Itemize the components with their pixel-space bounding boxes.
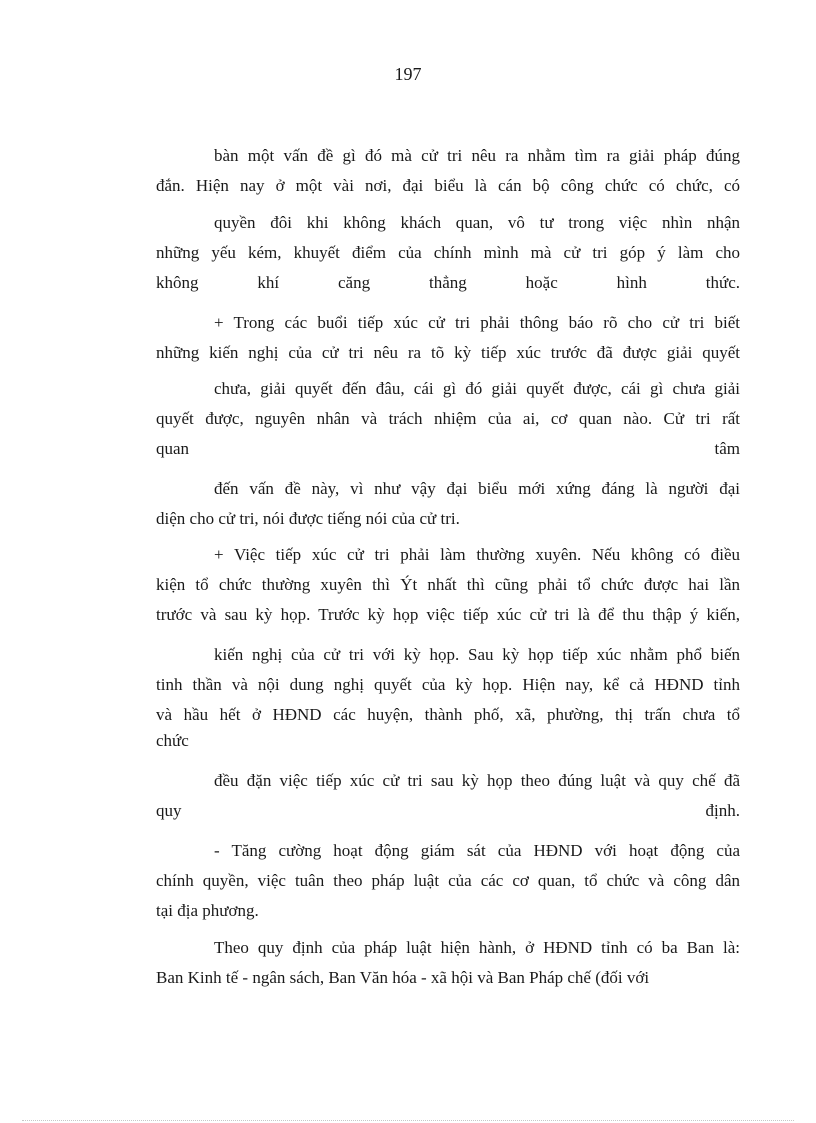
text-line: những yếu kém, khuyết điểm của chính mình mà cử tri góp ý làm cho — [156, 243, 740, 262]
text-line: quan tâm — [156, 439, 740, 458]
text-line: + Trong các buổi tiếp xúc cử tri phải thông báo rõ cho cử tri biết — [214, 313, 740, 332]
page-number: 197 — [394, 64, 422, 84]
text-line: không khí căng thẳng hoặc hình thức. — [156, 273, 740, 292]
text-line: và hầu hết ở HĐND các huyện, thành phố, xã, phường, thị trấn chưa tổ — [156, 705, 740, 724]
text-line: tinh thần và nội dung nghị quyết của kỳ họp. Hiện nay, kể cả HĐND tỉnh — [156, 675, 740, 694]
text-line: những kiến nghị của cử tri nêu ra tõ kỳ tiếp xúc trước đã được giải quyết — [156, 343, 740, 362]
text-line: bàn một vấn đề gì đó mà cử tri nêu ra nhằm tìm ra giải pháp đúng — [214, 146, 740, 165]
text-line: đều đặn việc tiếp xúc cử tri sau kỳ họp theo đúng luật và quy chế đã — [214, 771, 740, 790]
text-line: trước và sau kỳ họp. Trước kỳ họp việc tiếp xúc cử tri là để thu thập ý kiến, — [156, 605, 740, 624]
text-line: quyết được, nguyên nhân và trách nhiệm của ai, cơ quan nào. Cử tri rất — [156, 409, 740, 428]
text-line: đắn. Hiện nay ở một vài nơi, đại biểu là cán bộ công chức có chức, có — [156, 176, 740, 195]
text-line: chưa, giải quyết đến đâu, cái gì đó giải quyết được, cái gì chưa giải — [214, 379, 740, 398]
text-line: Ban Kinh tế - ngân sách, Ban Văn hóa - xã hội và Ban Pháp chế (đối với — [156, 968, 650, 987]
text-line: chức — [156, 731, 189, 750]
text-line: quyền đôi khi không khách quan, vô tư trong việc nhìn nhận — [214, 213, 740, 232]
text-line: kiến nghị của cử tri với kỳ họp. Sau kỳ họp tiếp xúc nhằm phổ biến — [214, 645, 740, 664]
text-line: kiện tổ chức thường xuyên thì Ýt nhất thì cũng phải tổ chức được hai lần — [156, 575, 740, 594]
page-bottom-divider — [22, 1120, 794, 1121]
text-line: Theo quy định của pháp luật hiện hành, ở HĐND tỉnh có ba Ban là: — [214, 938, 740, 957]
text-line: quy định. — [156, 801, 740, 820]
text-line: đến vấn đề này, vì như vậy đại biểu mới xứng đáng là người đại — [214, 479, 740, 498]
text-line: diện cho cử tri, nói được tiếng nói của cử tri. — [156, 509, 460, 528]
text-line: + Việc tiếp xúc cử tri phải làm thường xuyên. Nếu không có điều — [214, 545, 740, 564]
text-line: chính quyền, việc tuân theo pháp luật của các cơ quan, tổ chức và công dân — [156, 871, 740, 890]
text-line: - Tăng cường hoạt động giám sát của HĐND với hoạt động của — [214, 841, 740, 860]
text-line: tại địa phương. — [156, 901, 259, 920]
